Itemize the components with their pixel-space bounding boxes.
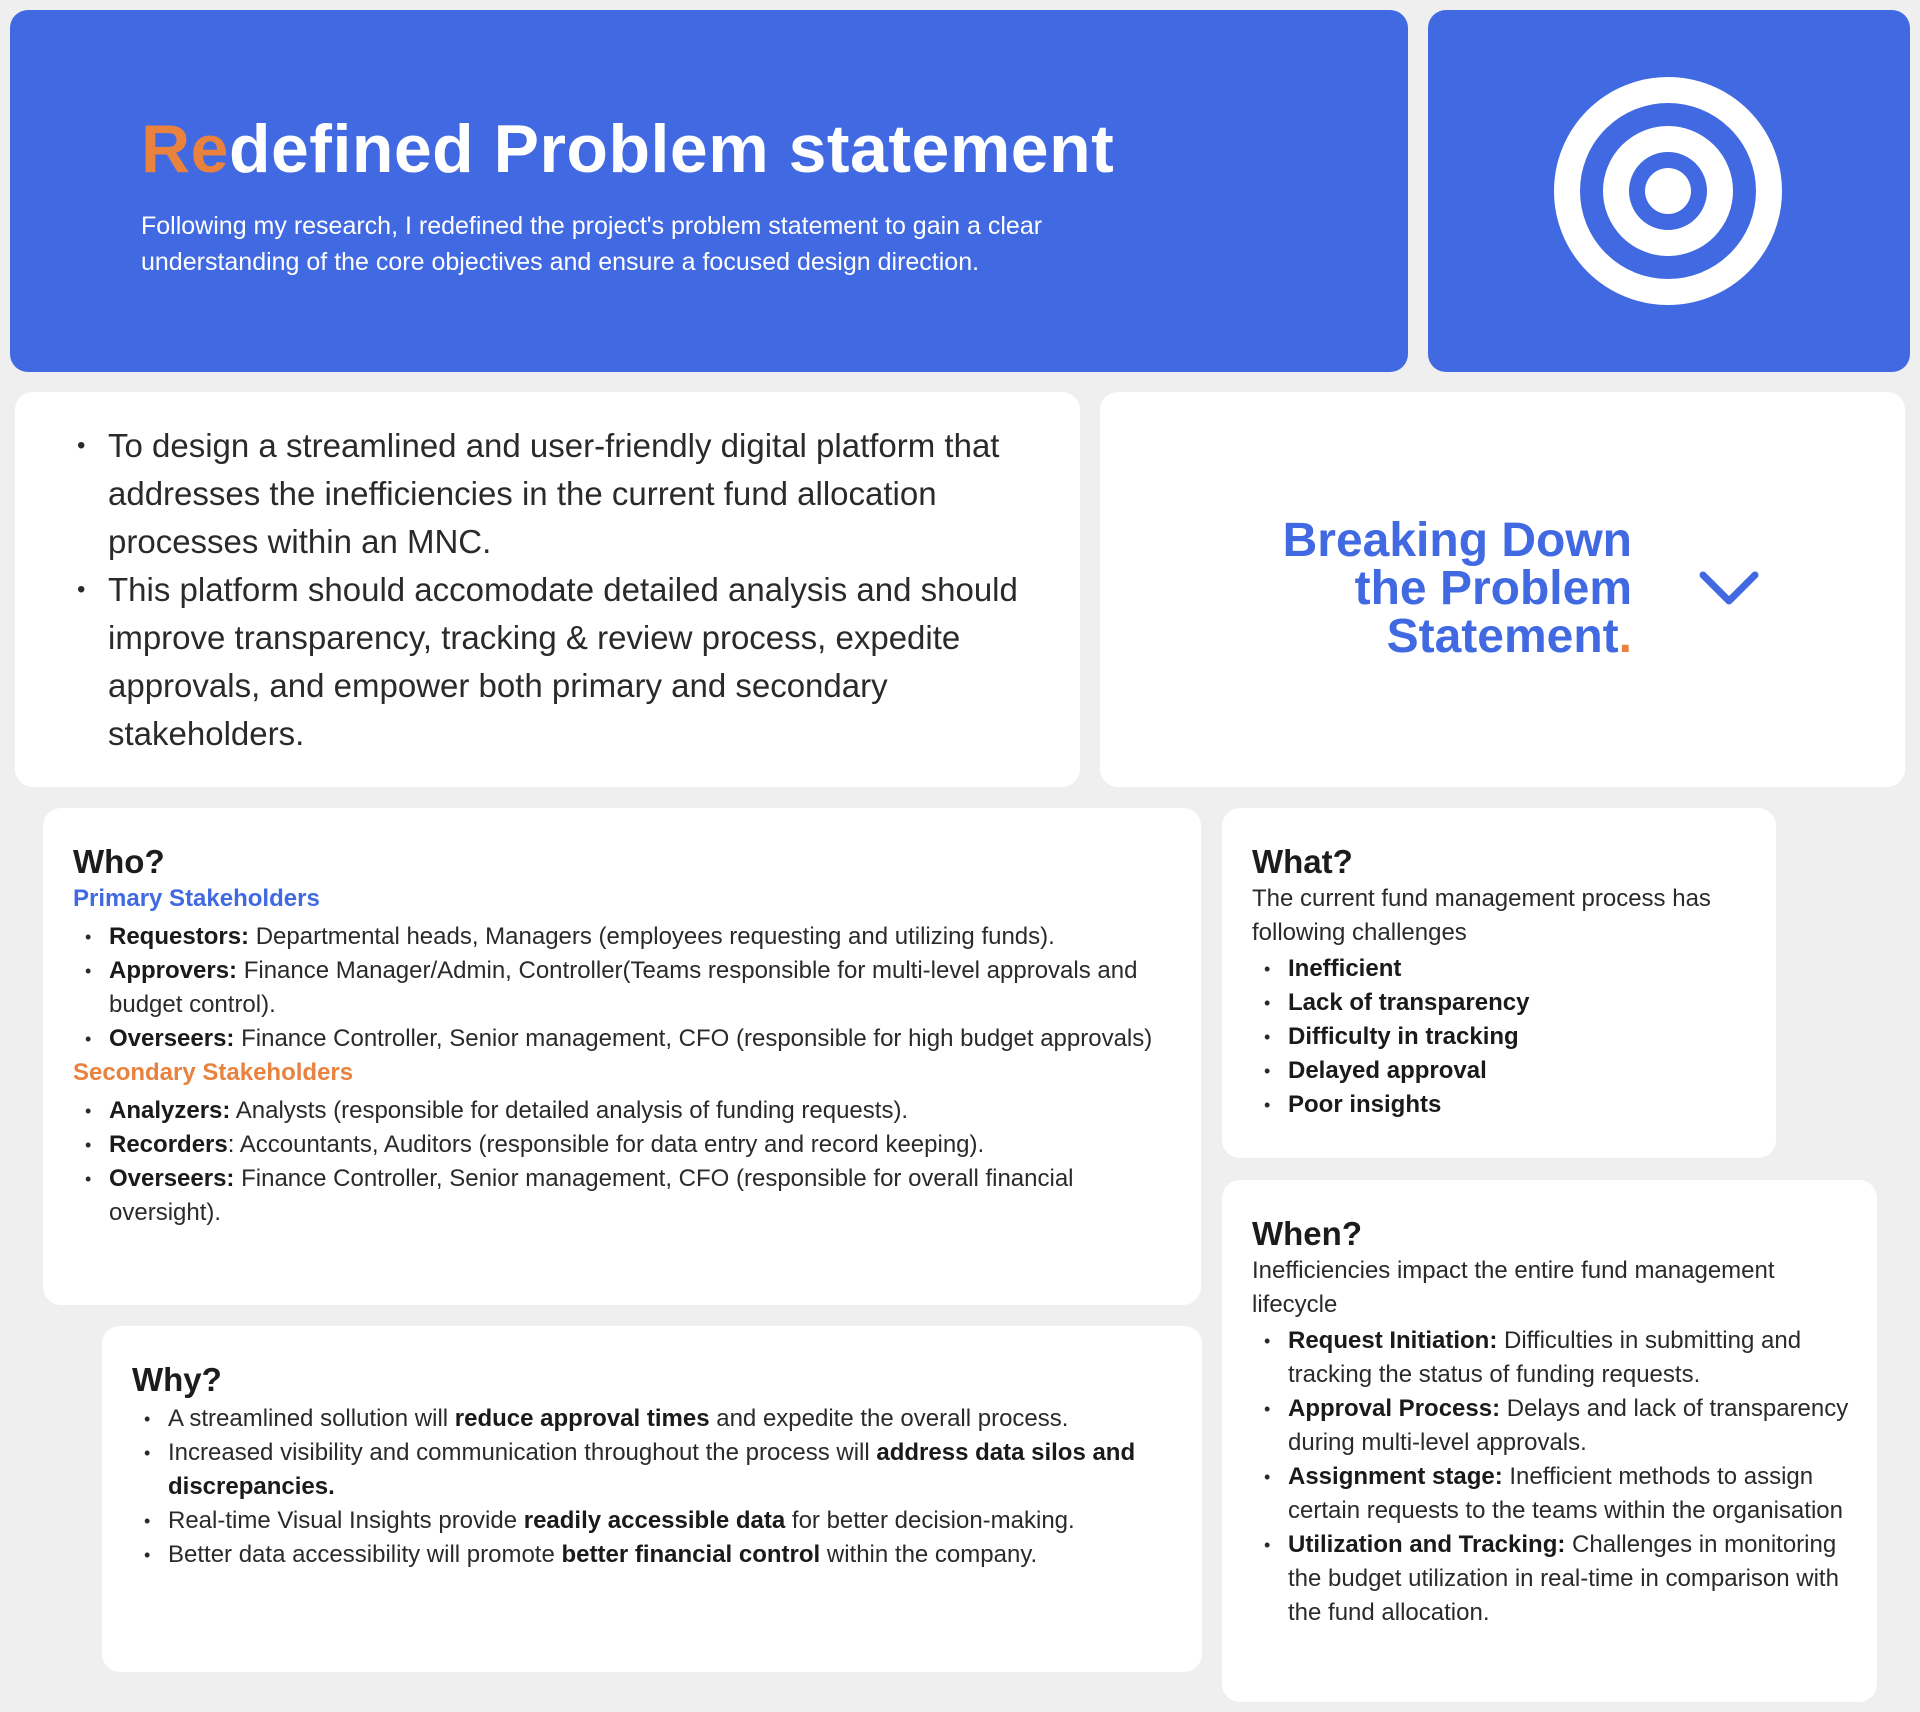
page-title [141, 110, 1114, 188]
breaking-line-3-wrap [1220, 610, 1632, 663]
list-item: • Increased visibility and communication throughout the process will address data silos and discrepancies. [132, 1436, 1182, 1504]
who-card [43, 808, 1201, 1305]
title-rest: defined Problem statement [228, 111, 1115, 187]
list-item: • Approval Process: Delays and lack of transparency during multi-level approvals. [1252, 1392, 1852, 1460]
list-item: • Delayed approval [1252, 1054, 1752, 1088]
list-item: • Analyzers: Analysts (responsible for detailed analysis of funding requests). [73, 1094, 1183, 1128]
list-item: • Real-time Visual Insights provide readily accessible data for better decision-making. [132, 1504, 1182, 1538]
what-intro: The current fund management process has following challenges [1252, 885, 1711, 946]
target-card [1428, 10, 1910, 372]
page-subtitle: Following my research, I redefined the project's problem statement to gain a clear understanding of the core objectives and ensure a focused design direction. [141, 212, 1043, 276]
list-item: • Better data accessibility will promote better financial control within the company. [132, 1538, 1182, 1572]
list-item: • Overseers: Finance Controller, Senior management, CFO (responsible for overall financial oversight). [73, 1162, 1183, 1230]
list-item: • Poor insights [1252, 1088, 1752, 1122]
when-card [1222, 1180, 1877, 1702]
breaking-line-2: the Problem [1354, 562, 1632, 615]
list-item: • Assignment stage: Inefficient methods to assign certain requests to the teams within the organisation [1252, 1460, 1852, 1528]
list-item: • Request Initiation: Difficulties in submitting and tracking the status of funding requests. [1252, 1324, 1852, 1392]
statement-item: • This platform should accomodate detailed analysis and should improve transparency, tracking & review process, expedite approvals, and empower both primary and secondary stakeholders. [63, 566, 1053, 758]
list-item: • Utilization and Tracking: Challenges in monitoring the budget utilization in real-time in comparison with the fund allocation. [1252, 1528, 1852, 1630]
hero-banner [10, 10, 1408, 372]
statement-item: • To design a streamlined and user-friendly digital platform that addresses the inefficiencies in the current fund allocation processes within an MNC. [63, 422, 1053, 566]
why-list [132, 1402, 1182, 1572]
list-item: • A streamlined sollution will reduce approval times and expedite the overall process. [132, 1402, 1182, 1436]
challenges-list [1252, 952, 1752, 1122]
what-title: What? [1252, 843, 1353, 880]
title-accent: Re [141, 111, 229, 187]
breaking-down-title [1220, 514, 1632, 663]
why-card [102, 1326, 1202, 1672]
breaking-line-3: Statement [1386, 610, 1619, 663]
breaking-down-card [1100, 392, 1905, 787]
when-intro: Inefficiencies impact the entire fund management lifecycle [1252, 1257, 1775, 1318]
what-card [1222, 808, 1776, 1158]
list-item: • Requestors: Departmental heads, Managers (employees requesting and utilizing funds). [73, 920, 1183, 954]
primary-stakeholders-heading: Primary Stakeholders [73, 885, 320, 912]
orange-dot: . [1618, 610, 1632, 663]
list-item: • Inefficient [1252, 952, 1752, 986]
list-item: • Recorders: Accountants, Auditors (responsible for data entry and record keeping). [73, 1128, 1183, 1162]
secondary-stakeholders-heading: Secondary Stakeholders [73, 1059, 354, 1086]
lifecycle-list [1252, 1324, 1852, 1630]
problem-statement-list [63, 422, 1053, 758]
who-title: Who? [73, 843, 165, 880]
list-item: • Overseers: Finance Controller, Senior management, CFO (responsible for high budget approvals) [73, 1022, 1183, 1056]
chevron-down-icon [1698, 570, 1760, 608]
why-title: Why? [132, 1361, 222, 1398]
primary-stakeholders-list [73, 920, 1183, 1056]
problem-statement-card [15, 392, 1080, 787]
breaking-line-1: Breaking Down [1282, 514, 1632, 567]
target-icon [1553, 76, 1783, 306]
when-title: When? [1252, 1215, 1362, 1252]
list-item: • Difficulty in tracking [1252, 1020, 1752, 1054]
list-item: • Lack of transparency [1252, 986, 1752, 1020]
secondary-stakeholders-list [73, 1094, 1183, 1230]
list-item: • Approvers: Finance Manager/Admin, Controller(Teams responsible for multi-level approvals and budget control). [73, 954, 1183, 1022]
